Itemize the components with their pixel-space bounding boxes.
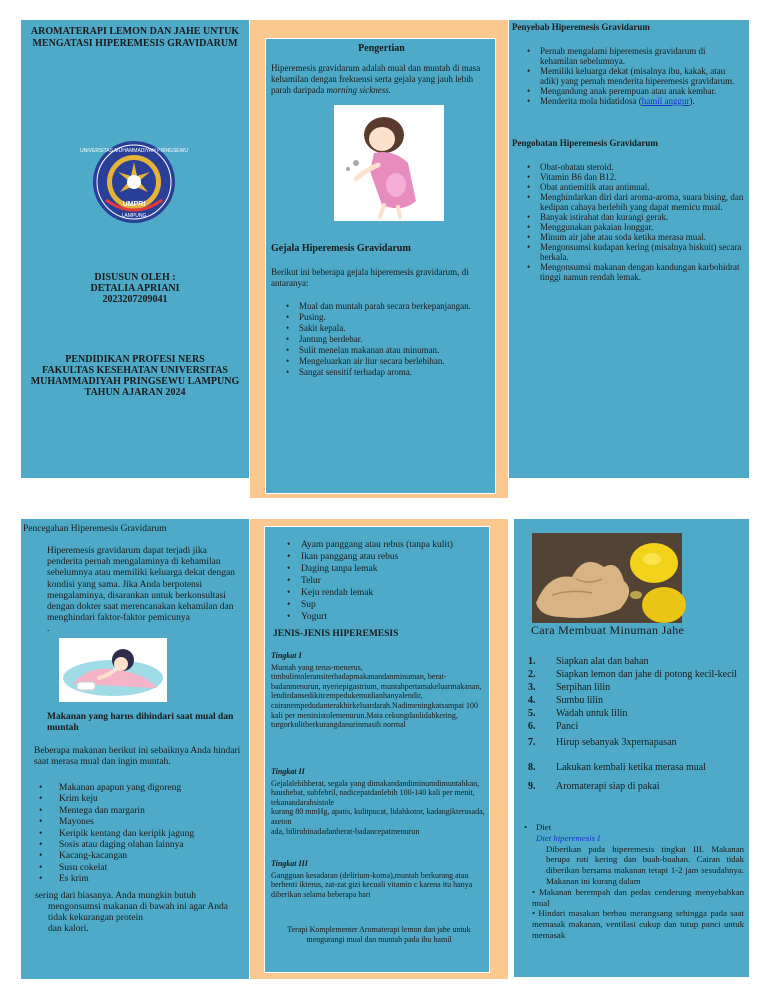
list-item: • Krim keju [39, 794, 244, 805]
list-item: • Banyak istirahat dan kurangi gerak. [527, 212, 745, 222]
diet-label: • Diet [520, 822, 744, 833]
symptoms-heading: Gejala Hiperemesis Gravidarum [271, 243, 411, 254]
tier-3-block [271, 859, 485, 899]
causes-heading: Penyebab Hiperemesis Gravidarum [512, 22, 650, 32]
list-item: 2. Siapkan lemon dan jahe di potong kecil-kecil [528, 669, 738, 680]
diet-subheading: Diet hiperemesis I [536, 832, 601, 843]
svg-text:UMPRI: UMPRI [122, 201, 146, 208]
diet-text: Diberikan pada hiperemesis tingkat III. Makanan berupa roti kering dan buah-buahan. Cairan tidak diberikan bersama makanan tetapi 1-2 jam sesudahnya. Makanan ini kurang dalam [546, 843, 744, 886]
list-item: • Sup [287, 599, 487, 611]
tier-3-text: Gangguan kesadaran (delirium-koma),muntah berkurang atau berhenti ikterus, zat-zat gizi kecuali vitamin c karena itu hanya diberikan selama beberapa hari [271, 870, 473, 899]
definition-text: Hiperemesis gravidarum adalah mual dan muntah di masa kehamilan dengan frekuensi serta gejala yang jauh lebih parah daripada morning sickness. [271, 63, 481, 95]
faculty-name: FAKULTAS KESEHATAN UNIVERSITAS MUHAMMADIYAH PRINGSEWU LAMPUNG [30, 365, 240, 387]
list-item: • Sakit kepala. [286, 323, 492, 334]
list-item: • Ikan panggang atau rebus [287, 551, 487, 563]
list-item: • Ayam panggang atau rebus (tanpa kulit) [287, 539, 487, 551]
list-item: • Susu cokelat [39, 863, 244, 874]
list-item: • Mengonsumsi kudapan kering (misalnya biskuit) secara berkala. [527, 242, 745, 262]
tier-1-text: Muntah yang terus-menerus, timbulintoleransiterhadapmakanandanminuman, berat-badanmenurun, nyeriepigastrium, muntahpertamakeluarmakanan, lendirdansedikitcempedukemudianhanyalendir, cairanempedudanterakhirkeluardarah.Nadimeningkatsampai 100 kali per menitsistolemenurun.Mata cekungdanlidahkering, turgorkulitberkurangdanurinmasih normal [271, 662, 482, 730]
list-item: • Kacang-kacangan [39, 851, 244, 862]
types-heading: JENIS-JENIS HIPEREMESIS [273, 629, 399, 639]
list-item: • Keripik kentang dan keripik jagung [39, 829, 244, 840]
author-block [29, 272, 241, 305]
list-item: 7. Hirup sebanyak 3xpernapasan [528, 737, 677, 748]
list-item: • Obat-obatan steroid. [527, 162, 745, 172]
diet-section [520, 822, 744, 941]
list-item: • Mengeluarkan air liur secara berlebihan. [286, 356, 492, 367]
prevention-text: Hiperemesis gravidarum dapat terjadi jika penderita pernah mengalaminya di kehamilan sebelumnya atau memiliki keluarga dekat dengan kondisi yang sama. Jika Anda berpotensi mengalaminya, disarankan untuk berkonsultasi dengan dokter saat merencanakan kehamilan dan menghindari faktor-faktor pemicunya . [47, 546, 235, 635]
academic-year: TAHUN AJARAN 2024 [84, 387, 186, 398]
author-name: DETALIA APRIANI [90, 283, 180, 294]
recipe-panel [514, 519, 749, 977]
recipe-steps-list [528, 656, 746, 793]
list-item: • Pusing. [286, 312, 492, 323]
list-item: • Obat antiemitik atau antimual. [527, 182, 745, 192]
list-item: • Sangat sensitif terhadap aroma. [286, 367, 492, 378]
list-item: 8. Lakukan kembali ketika merasa mual [528, 762, 706, 773]
treatment-list [527, 162, 745, 282]
list-item: 9. Aromaterapi siap di pakai [528, 781, 660, 792]
list-item: • Menghindarkan diri dari aroma-aroma, suara bising, dan kedipan cahaya berlebih yang dapat memicu mual. [527, 192, 745, 212]
types-footer: Terapi Komplementer Aromaterapi lemon dan jahe untuk mengurangi mual dan muntah pada ibu hamil [287, 925, 471, 944]
svg-text:LAMPUNG: LAMPUNG [121, 213, 147, 219]
symptoms-list [286, 301, 492, 378]
list-item: • Mayones [39, 817, 244, 828]
program-name: PENDIDIKAN PROFESI NERS [65, 354, 205, 365]
prevention-panel [21, 519, 249, 979]
list-item: • Vitamin B6 dan B12. [527, 172, 745, 182]
symptoms-intro: Berikut ini beberapa gejala hiperemesis gravidarum, di antaranya: [271, 267, 469, 288]
avoid-foods-list [39, 783, 244, 886]
avoid-foods-heading: Makanan yang harus dihindari saat mual dan muntah [47, 712, 234, 733]
tier-1-title: Tingkat I [271, 651, 302, 660]
brochure-title: AROMATERAPI LEMON DAN JAHE UNTUK MENGATASI HIPEREMESIS GRAVIDARUM [30, 26, 240, 49]
list-item: • Sulit menelan makanan atau minuman. [286, 345, 492, 356]
prevention-heading: Pencegahan Hiperemesis Gravidarum [23, 524, 167, 534]
ginger-lemon-image [532, 533, 682, 623]
list-item: • Pernah mengalami hiperemesis gravidarum di kehamilan sebelumnya. [527, 46, 745, 66]
institution-block [29, 354, 241, 398]
list-item: • Memiliki keluarga dekat (misalnya ibu, kakak, atau adik) yang pernah menderita hiperemesis gravidarum. [527, 66, 745, 86]
types-panel [264, 526, 490, 973]
list-item: • Minum air jahe atau soda ketika merasa mual. [527, 232, 745, 242]
diet-note-spicy: • Makanan berempah dan pedas cenderung menyebabkan mual [532, 886, 744, 908]
treatment-heading: Pengobatan Hiperemesis Gravidarum [512, 138, 658, 148]
list-item: 1. Siapkan alat dan bahan [528, 656, 649, 667]
author-id: 2023207209041 [102, 294, 168, 305]
list-item: • Makanan apapun yang digoreng [39, 783, 244, 794]
diet-note-smell: • Hindari masakan berbau merangsang sehingga pada saat memasak makanan, ventilasi cukup dan tutup panci untuk memasak [532, 908, 744, 940]
list-item: 5. Wadah untuk lilin [528, 708, 628, 719]
prevention-outro: sering dari biasanya. Anda mungkin butuh mengonsumsi makanan di bawah ini agar Anda tidak kekurangan protein dan kalori. [35, 891, 228, 934]
list-item: • Mengandung anak perempuan atau anak kembar. [527, 86, 745, 96]
hamil-anggur-link[interactable]: hamil anggur [641, 96, 690, 106]
list-item: • Telur [287, 575, 487, 587]
definition-panel [265, 38, 496, 494]
tier-2-block: Tingkat II Gejalalebihberat, segala yang dimakandandiminumdimuntahkan, haushebat, subfebril, nadicepatdanlebih 100-140 kali per menit, tekanandarahsistole kurang 80 mmHg, apatis, kulitpucat, lidahkotor, kadangikterusada, aseton ada, bilirubinadadanberat-badancepatmenurun [271, 767, 485, 836]
list-item: 3. Serpihan lilin [528, 682, 611, 693]
author-label: DISUSUN OLEH : [94, 272, 176, 283]
recipe-heading: Cara Membuat Minuman Jahe [531, 623, 685, 637]
nauseous-woman-image [334, 105, 444, 221]
svg-text:UNIVERSITAS MUHAMMADIYAH PRING: UNIVERSITAS MUHAMMADIYAH PRINGSEWU [80, 148, 188, 154]
causes-panel [509, 20, 749, 478]
university-logo-icon [80, 140, 188, 224]
definition-heading: Pengertian [358, 43, 405, 54]
cover-panel [21, 20, 249, 478]
tier-2-title: Tingkat II [271, 767, 305, 776]
list-item: • Yogurt [287, 611, 487, 623]
list-item: • Menderita mola hidatidosa (hamil anggur). [527, 96, 745, 106]
list-item: • Menggunakan pakaian longgar. [527, 222, 745, 232]
list-item: 4. Sumbu lilin [528, 695, 603, 706]
list-item: • Daging tanpa lemak [287, 563, 487, 575]
avoid-foods-intro: Beberapa makanan berikut ini sebaiknya Anda hindari saat merasa mual dan ingin muntah. [34, 746, 241, 767]
recommended-foods-list [287, 539, 487, 623]
list-item: 6. Panci [528, 721, 579, 732]
sick-woman-image [59, 638, 167, 702]
list-item: • Mengonsumsi makanan dengan kandungan karbohidrat tinggi namun rendah lemak. [527, 262, 745, 282]
list-item: • Sosis atau daging olahan lainnya [39, 840, 244, 851]
list-item: • Jantung berdebar. [286, 334, 492, 345]
causes-list [527, 46, 745, 106]
list-item: • Mentega dan margarin [39, 806, 244, 817]
tier-3-title: Tingkat III [271, 859, 308, 868]
list-item: • Keju rendah lemak [287, 587, 487, 599]
tier-1-block [271, 651, 485, 730]
list-item: • Es krim [39, 874, 244, 885]
list-item: • Mual dan muntah parah secara berkepanjangan. [286, 301, 492, 312]
